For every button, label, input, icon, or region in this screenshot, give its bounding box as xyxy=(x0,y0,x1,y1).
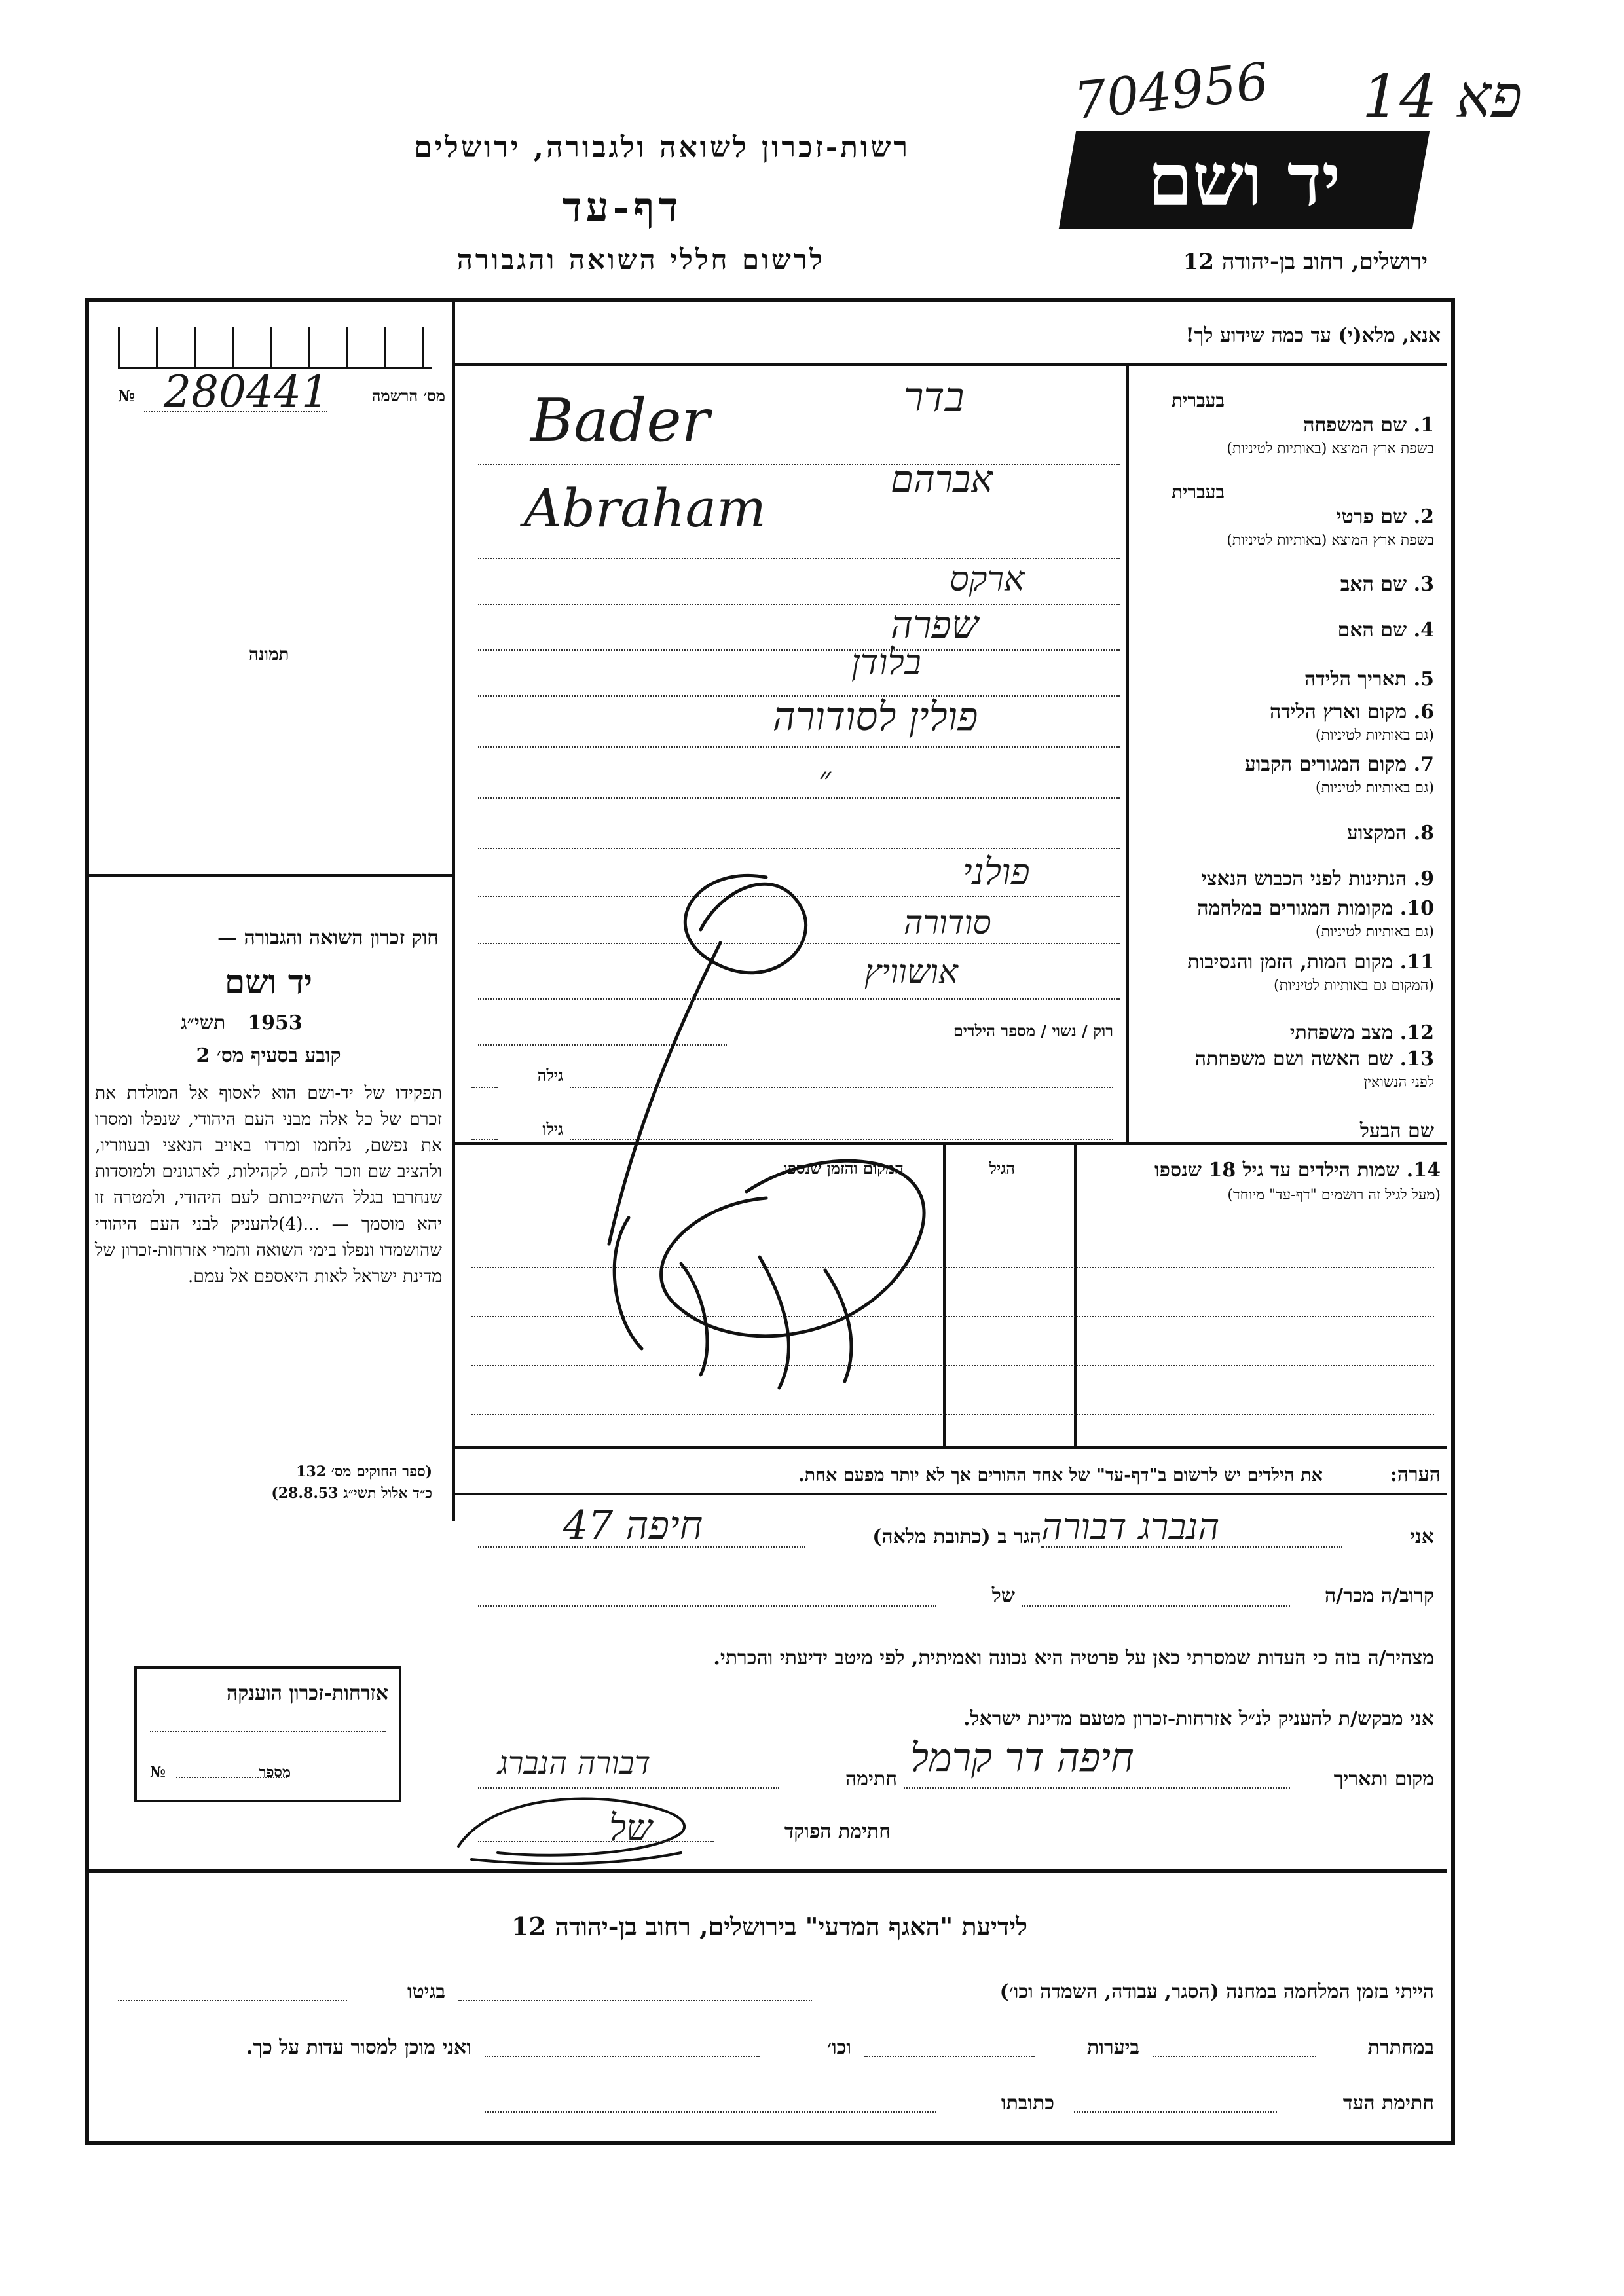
officer-signature-scribble xyxy=(445,1768,720,1872)
citizenship-granted-line-1 xyxy=(150,1731,386,1732)
footer-ghetto-label: בגיטו xyxy=(407,1980,445,2003)
top-row-divider xyxy=(455,363,1447,366)
officer-signature-line xyxy=(478,1841,714,1842)
footer-ghetto-line xyxy=(118,2000,347,2001)
field-1-hebrew-value: בדר xyxy=(904,373,965,421)
yad-vashem-logo xyxy=(1059,131,1430,229)
citizenship-number-label: מספר xyxy=(259,1764,291,1781)
field-13-label: 13. שם האשה ושם משפחתה xyxy=(1194,1048,1434,1070)
signature-label: חתימה xyxy=(845,1768,897,1791)
field-2-sublabel: בשפת ארץ המוצא (באותיות לטיניות) xyxy=(1227,532,1434,549)
law-year: 1953 xyxy=(248,1011,303,1034)
photo-label: תמונה xyxy=(249,645,289,665)
form-subtitle: לרשום חללי השואה והגבורה xyxy=(456,244,825,276)
field-4-label: 4. שם האם xyxy=(1337,619,1434,642)
field-7-sublabel: (גם באותיות לטיניות) xyxy=(1315,780,1434,796)
field-4-line xyxy=(478,649,1120,651)
law-reference-1: (ספר החוקים מס׳ 132 xyxy=(296,1463,432,1480)
declarant-name: הנברג דבורה xyxy=(1041,1506,1220,1548)
citizenship-granted-title: אזרחות-זכרון הוענקה xyxy=(226,1682,388,1705)
registration-number: 280441 xyxy=(164,367,329,417)
field-1-sublabel: בשפת ארץ המוצא (באותיות לטיניות) xyxy=(1227,441,1434,457)
law-reference-2: כ״ד אלול תשי״ג 28.8.53) xyxy=(271,1485,432,1502)
sidebar-divider xyxy=(452,302,455,1521)
handwritten-corner-note: פא 14 xyxy=(1362,62,1522,131)
field-3-label: 3. שם האב xyxy=(1340,573,1434,596)
birth-place-value: פולין לסודורה xyxy=(773,694,978,740)
footer-underground-line xyxy=(1153,2056,1316,2057)
field-2-latin-value: Abraham xyxy=(524,478,766,539)
law-text: תפקידו של יד-ושם הוא לאסוף אל המולדת את זכרם של כל אלה מבני העם היהודי, שנפלו ומסרו את נפשם, נלחמו ומרדו באויב הנאצי ובעוזריו, ולהציב שם וזכר להם, לקהילות, לארגונים ולמוסדות שנחרבו בגלל השתייכותם לעם היהודי, ולמטרה זו יהא מוסמך — ...(4)להעניק לבני העם היהודי שהושמדו ונפלו בימי השואה והמרי אזרחות-זכרון של מדינת ישראל לאות היאספם אל עמם. xyxy=(95,1083,442,1286)
birth-date-value: בלודן xyxy=(851,642,921,683)
wife-age-label: גילה xyxy=(537,1066,563,1085)
footer-title: לידיעת "האגף המדעי" בירושלים, רחוב בן-יהודה 12 xyxy=(511,1912,1028,1941)
note-text: את הילדים יש לרשום ב"דף-עד" של אחד ההורים אך לא יותר מפעם אחת. xyxy=(798,1465,1323,1485)
field-9-label: 9. הנתינות לפני הכבוש הנאצי xyxy=(1201,867,1434,890)
citizenship-value: פולני xyxy=(963,851,1030,894)
place-date-line xyxy=(904,1787,1290,1789)
law-name: יד ושם xyxy=(225,962,312,1001)
footer-camp-fill xyxy=(458,2000,812,2001)
residence-label: הגר ב (כתובת מלאה) xyxy=(872,1525,1041,1548)
citizenship-request: אני מבקש/ת להעניק לנ״ל אזרחות-זכרון מטעם מדינת ישראל. xyxy=(963,1707,1434,1730)
footer-etc-line xyxy=(485,2056,760,2057)
place-date-label: מקום ותאריך xyxy=(1333,1768,1434,1791)
footer-divider xyxy=(89,1869,1447,1873)
of-label: של xyxy=(991,1584,1015,1607)
field-10-sublabel: (גם באותיות לטיניות) xyxy=(1315,924,1434,940)
children-place-column: המקום והזמן שנספו xyxy=(783,1159,904,1178)
field-2-label: 2. שם פרטי xyxy=(1336,505,1434,528)
witness-signature-label: חתימת העד xyxy=(1342,2092,1434,2115)
logo-text: יד ושם xyxy=(1147,137,1341,222)
witness-signature-line xyxy=(1074,2111,1277,2113)
note-label: הערה: xyxy=(1390,1463,1441,1486)
field-2-line xyxy=(478,558,1120,559)
field-7-label: 7. מקום המגורים הקבוע xyxy=(1244,753,1434,776)
witness-address-line xyxy=(485,2111,936,2113)
field-1-line xyxy=(478,464,1120,465)
registration-label: מס׳ הרשמה xyxy=(371,386,445,405)
law-section: קובע בסעיף מס׳ 2 xyxy=(196,1044,341,1067)
mother-name-value: שפרה xyxy=(891,602,978,647)
field-6-line xyxy=(478,746,1120,748)
field-12-label: 12. מצב משפחתי xyxy=(1289,1021,1434,1044)
field-6-sublabel: (גם באותיות לטיניות) xyxy=(1315,727,1434,744)
please-fill-instruction: אנא, מלא(י) עד כמה שידוע לך! xyxy=(1185,324,1441,347)
footer-forests-label: ביערות xyxy=(1086,2036,1139,2059)
husband-age-line xyxy=(471,1139,498,1140)
law-year-hebrew: תשי״ג xyxy=(180,1011,226,1034)
footer-etc-label: וכו׳ xyxy=(827,2036,851,2059)
footer-camp-line: הייתי בזמן המלחמה במחנה (הסגר, עבודה, השמדה וכו׳) xyxy=(999,1980,1434,2003)
residence-line xyxy=(478,1546,805,1548)
field-7-line xyxy=(478,797,1120,799)
officer-signature-label: חתימת הפוקד xyxy=(784,1820,891,1843)
field-10-label: 10. מקומות המגורים במלחמה xyxy=(1197,897,1434,920)
wartime-residence-value: סודורה xyxy=(904,903,991,941)
field-14-label: 14. שמות הילדים עד גיל 18 שנספו xyxy=(1154,1159,1441,1182)
law-title: חוק זכרון השואה והגבורה — xyxy=(217,926,439,949)
declarant-name-line xyxy=(1041,1546,1342,1548)
relative-label: קרוב/ה מכר/ה xyxy=(1325,1584,1434,1607)
field-5-label: 5. תאריך הלידה xyxy=(1304,668,1434,691)
signature-value: דבורה הנברג xyxy=(498,1745,651,1781)
child-row-4 xyxy=(471,1414,1434,1415)
husband-age-label: גילו xyxy=(542,1120,563,1139)
field-13-sublabel: לפני הנשואין xyxy=(1363,1074,1434,1091)
death-place-value: אושוויץ xyxy=(864,953,958,991)
marital-status-options: רוק / נשוי / מספר הילדים xyxy=(953,1021,1113,1040)
citizenship-number-prefix: № xyxy=(150,1764,166,1781)
field-2-hebrew-tag: בעברית xyxy=(1171,481,1225,503)
declarant-label: אני xyxy=(1410,1525,1434,1548)
place-date-value: חיפה דר קרמל xyxy=(910,1735,1134,1781)
registration-ticks xyxy=(118,327,432,367)
footer-ready-text: ואני מוכן למסור עדות על כך. xyxy=(246,2036,471,2059)
field-3-line xyxy=(478,604,1120,605)
field-1-latin-value: Bader xyxy=(530,386,710,455)
permanent-residence-value: ״ xyxy=(819,759,831,797)
handwritten-archive-number: 704956 xyxy=(1071,52,1272,132)
note-section-bottom xyxy=(455,1493,1447,1495)
registration-number-symbol: № xyxy=(118,386,136,405)
form-title: דף-עד xyxy=(562,183,682,231)
field-8-label: 8. המקצוע xyxy=(1346,822,1434,845)
field-11-label: 11. מקום המות, הזמן והנסיבות xyxy=(1187,951,1434,974)
witness-address-label: כתובתו xyxy=(1001,2092,1054,2115)
field-2-hebrew-value: אברהם xyxy=(891,458,993,501)
citizenship-granted-box xyxy=(134,1666,401,1802)
field-1-label: 1. שם המשפחה xyxy=(1303,414,1434,437)
registration-line xyxy=(144,411,327,412)
field-11-sublabel: (המקום גם באותיות לטיניות) xyxy=(1274,977,1434,994)
labels-divider xyxy=(1126,363,1129,1142)
citizenship-number-line xyxy=(176,1777,287,1778)
field-6-label: 6. מקום וארץ הלידה xyxy=(1269,701,1434,723)
witness-scribble-mark xyxy=(550,851,1087,1414)
footer-forests-line xyxy=(864,2056,1035,2057)
field-1-hebrew-tag: בעברית xyxy=(1171,390,1225,411)
officer-signature-value: של xyxy=(609,1807,652,1850)
address: ירושלים, רחוב בן-יהודה 12 xyxy=(1183,249,1428,275)
husband-name-label: שם הבעל xyxy=(1359,1120,1434,1142)
father-name-value: ארקס xyxy=(950,560,1025,599)
institution-name: רשות-זכרון לשואה ולגבורה, ירושלים xyxy=(414,131,910,164)
children-age-column: הגיל xyxy=(989,1159,1015,1178)
residence-value: חיפה 47 xyxy=(563,1503,703,1548)
photo-area-bottom xyxy=(89,874,452,877)
footer-underground-label: במחתרת xyxy=(1367,2036,1434,2059)
field-8-line xyxy=(478,848,1120,849)
children-section-bottom xyxy=(455,1446,1447,1449)
field-14-sublabel: (מעל לגיל זה רושמים "דף-עד" מיוחד) xyxy=(1227,1187,1441,1203)
wife-age-line xyxy=(471,1087,498,1088)
of-line xyxy=(478,1605,936,1607)
relative-line xyxy=(1022,1605,1290,1607)
declaration-statement: מצהיר/ה בזה כי העדות שמסרתי כאן על פרטיה היא נכונה ואמיתית, לפי מיטב ידיעתי והכרתי. xyxy=(713,1647,1434,1669)
